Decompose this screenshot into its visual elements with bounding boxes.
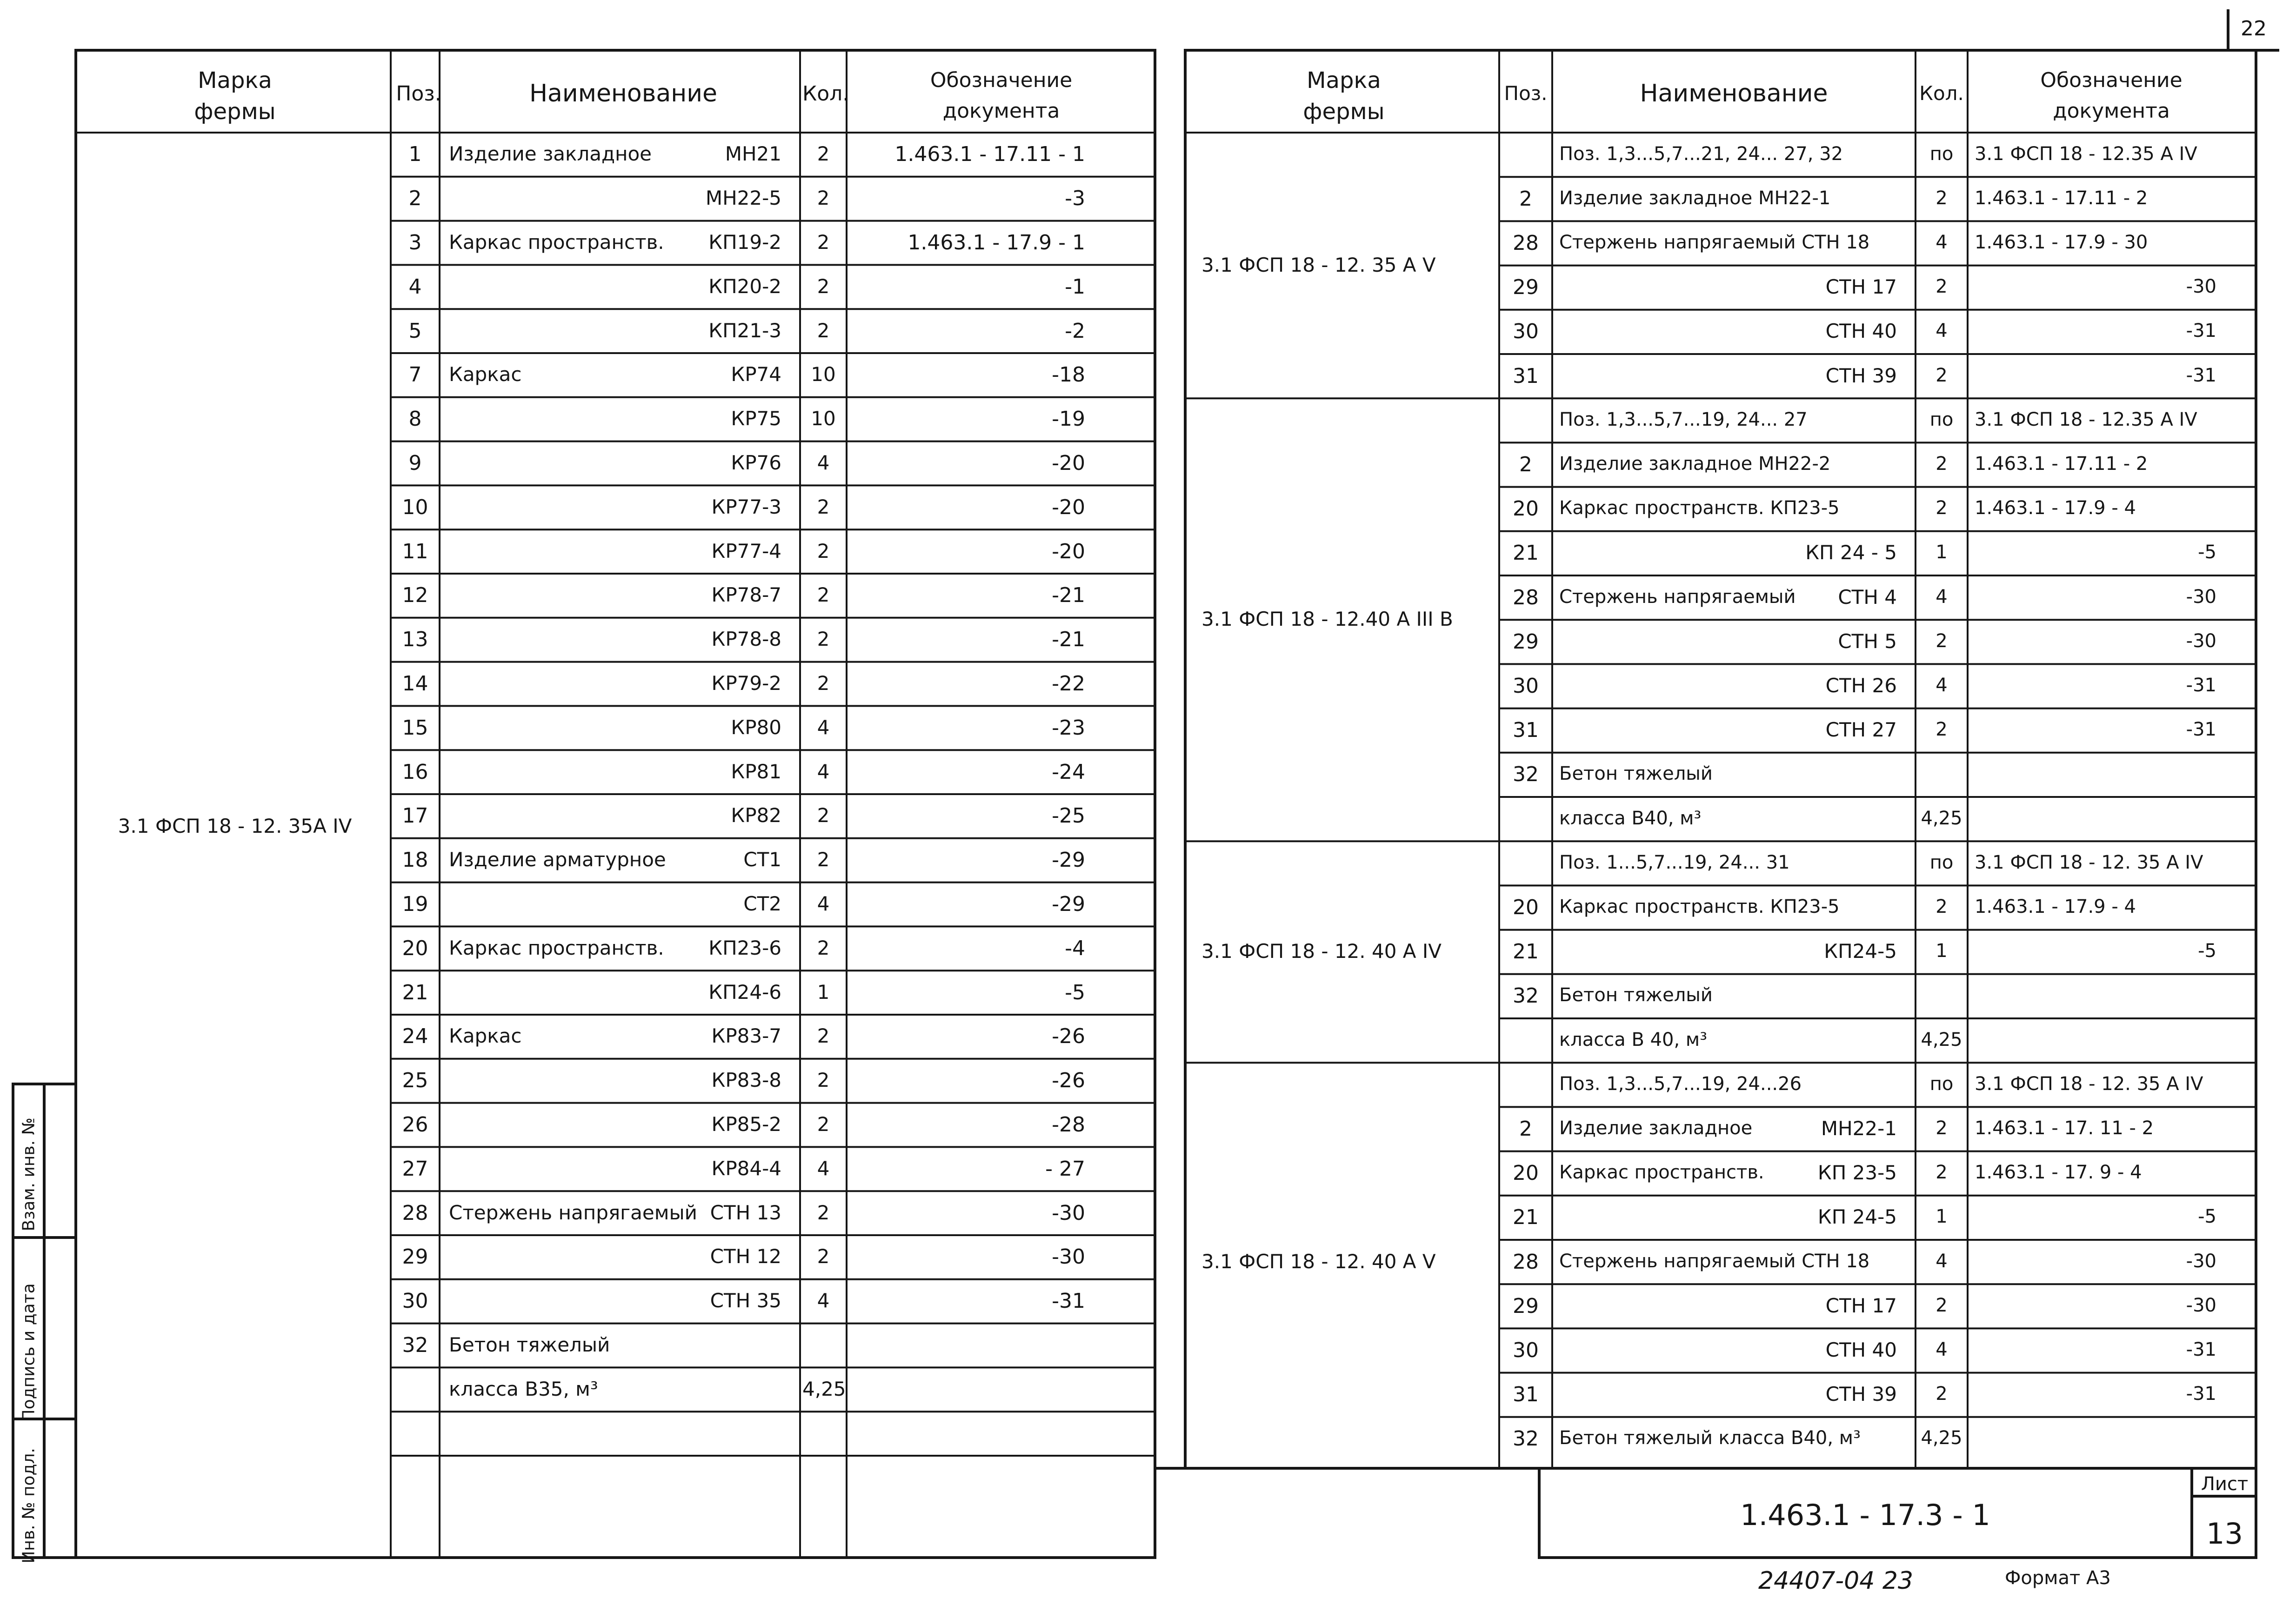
right-row-code: КП 24 - 5 (1805, 541, 1897, 564)
right-header-qty: Кол. (1919, 82, 1964, 105)
right-row-pos: 30 (1513, 320, 1539, 344)
left-row-pos: 11 (402, 539, 428, 563)
right-row-qty: 4,25 (1921, 1427, 1962, 1449)
left-row-qty: 2 (817, 1201, 830, 1224)
left-row-pos: 19 (402, 892, 428, 916)
right-row-pos: 28 (1513, 585, 1539, 609)
left-row-pos: 10 (402, 495, 428, 519)
right-row-pos: 32 (1513, 984, 1539, 1008)
right-row-pos: 2 (1519, 187, 1532, 211)
left-row-qty: 2 (817, 1113, 830, 1136)
corner-page-number: 22 (2241, 17, 2267, 40)
right-row-doc: -30 (2186, 1250, 2216, 1272)
right-truss-mark: 3.1 ФСП 18 - 12. 35 А V (1201, 253, 1436, 276)
left-row-pos: 25 (402, 1069, 428, 1093)
right-row-pos: 2 (1519, 453, 1532, 476)
right-row-code: СТН 26 (1825, 674, 1897, 697)
right-row-name: Бетон тяжелый класса В40, м³ (1559, 1427, 1861, 1449)
right-row-doc: 3.1 ФСП 18 - 12.35 А IV (1975, 408, 2197, 430)
left-row-name: Бетон тяжелый (449, 1333, 610, 1356)
left-row-pos: 7 (408, 363, 422, 387)
right-truss-mark: 3.1 ФСП 18 - 12. 40 А IV (1201, 940, 1442, 963)
sheet-format: Формат А3 (2005, 1567, 2111, 1589)
left-row-qty: 2 (817, 495, 830, 518)
right-row-doc: 1.463.1 - 17. 11 - 2 (1975, 1117, 2154, 1139)
right-row-doc: 1.463.1 - 17.11 - 2 (1975, 453, 2148, 475)
left-row-doc: -29 (1052, 892, 1085, 916)
left-row-doc: -24 (1052, 760, 1085, 784)
right-header-pos: Поз. (1504, 82, 1548, 105)
right-row-doc: 1.463.1 - 17.9 - 30 (1975, 232, 2148, 253)
left-row-name: Каркас (449, 1024, 522, 1048)
right-row-code: КП 24-5 (1817, 1205, 1897, 1229)
right-row-pos: 32 (1513, 1427, 1539, 1451)
left-row-code: КР85-2 (711, 1113, 781, 1136)
left-row-name: Каркас пространств. (449, 936, 664, 959)
left-row-doc: -29 (1052, 848, 1085, 872)
right-row-pos: 32 (1513, 763, 1539, 787)
right-row-code: СТН 39 (1825, 364, 1897, 387)
left-row-qty: 2 (817, 1245, 830, 1268)
right-row-code: КП 23-5 (1817, 1161, 1897, 1184)
left-row-doc: 1.463.1 - 17.9 - 1 (908, 231, 1085, 254)
left-row-doc: -26 (1052, 1069, 1085, 1093)
left-row-doc: -30 (1052, 1245, 1085, 1269)
right-row-qty: 4,25 (1921, 1029, 1962, 1050)
right-row-qty: 2 (1936, 1383, 1948, 1405)
left-row-qty: 2 (817, 804, 830, 827)
left-header-name: Наименование (529, 80, 718, 107)
right-row-pos: 29 (1513, 275, 1539, 300)
left-row-code: КП20-2 (708, 274, 781, 298)
left-row-code: КР79-2 (711, 672, 781, 695)
right-row-pos: 29 (1513, 629, 1539, 654)
right-row-pos: 20 (1513, 497, 1539, 521)
left-row-qty: 2 (817, 1024, 830, 1048)
left-row-qty: 2 (817, 848, 830, 871)
left-header-pos: Поз. (396, 82, 441, 106)
right-row-qty: 2 (1936, 497, 1948, 519)
right-header-name: Наименование (1640, 80, 1828, 107)
right-row-pos: 21 (1513, 940, 1539, 964)
right-header-doc: Обозначение документа (2040, 68, 2183, 123)
right-row-name: Стержень напрягаемый СТН 18 (1559, 1250, 1870, 1272)
right-row-qty: 2 (1936, 453, 1948, 475)
left-row-doc: -26 (1052, 1024, 1085, 1049)
right-row-qty: 2 (1936, 630, 1948, 652)
left-row-name: Стержень напрягаемый (449, 1201, 697, 1224)
left-row-qty: 10 (811, 407, 836, 430)
left-row-code: КП19-2 (708, 231, 781, 254)
right-row-pos: 21 (1513, 1205, 1539, 1230)
right-row-pos: 30 (1513, 674, 1539, 698)
right-row-qty: 4 (1936, 675, 1948, 696)
left-row-pos: 2 (408, 187, 422, 211)
left-row-qty: 2 (817, 1069, 830, 1092)
right-row-doc: -30 (2186, 630, 2216, 652)
left-row-doc: -19 (1052, 407, 1085, 431)
left-row-code: СТН 35 (710, 1289, 781, 1312)
right-row-name: Изделие закладное (1559, 1117, 1753, 1139)
left-row-pos: 12 (402, 583, 428, 608)
left-row-doc: -30 (1052, 1201, 1085, 1225)
right-row-name: Каркас пространств. КП23-5 (1559, 896, 1840, 917)
left-row-pos: 4 (408, 274, 422, 299)
right-row-doc: -31 (2186, 1383, 2216, 1405)
left-row-code: КР81 (731, 760, 781, 783)
right-row-name: Изделие закладное МН22-2 (1559, 453, 1831, 475)
right-row-qty: по (1929, 1073, 1954, 1095)
left-row-doc: -18 (1052, 363, 1085, 387)
right-row-name: Бетон тяжелый (1559, 984, 1713, 1006)
left-row-code: КР84-4 (711, 1157, 781, 1180)
left-row-pos: 3 (408, 231, 422, 254)
right-row-name: класса В 40, м³ (1559, 1029, 1708, 1050)
left-row-pos: 5 (408, 319, 422, 343)
left-row-doc: -21 (1052, 628, 1085, 652)
document-designation: 1.463.1 - 17.3 - 1 (1740, 1498, 1990, 1532)
left-row-qty: 2 (817, 628, 830, 651)
left-row-code: КР74 (731, 363, 781, 386)
left-row-doc: -20 (1052, 495, 1085, 519)
right-row-doc: -31 (2186, 364, 2216, 386)
right-row-qty: 4 (1936, 1250, 1948, 1272)
left-row-pos: 29 (402, 1245, 428, 1269)
right-row-code: СТН 27 (1825, 718, 1897, 742)
left-row-pos: 30 (402, 1289, 428, 1313)
right-row-doc: 3.1 ФСП 18 - 12. 35 А IV (1975, 851, 2203, 873)
right-row-qty: по (1929, 143, 1954, 165)
right-row-doc: 1.463.1 - 17. 9 - 4 (1975, 1162, 2142, 1184)
right-row-pos: 21 (1513, 541, 1539, 565)
left-row-name: Каркас пространств. (449, 231, 664, 254)
left-row-code: КП21-3 (708, 319, 781, 342)
left-row-qty: 2 (817, 319, 830, 342)
left-row-doc: -23 (1052, 716, 1085, 740)
stamp-replace-inv: Взам. инв. № (19, 1117, 39, 1231)
left-row-pos: 1 (408, 142, 422, 167)
right-row-qty: 2 (1936, 719, 1948, 741)
right-row-name: Стержень напрягаемый (1559, 586, 1796, 608)
right-row-qty: 2 (1936, 276, 1948, 298)
left-row-qty: 4 (817, 716, 830, 739)
right-row-doc: -30 (2186, 586, 2216, 608)
right-row-pos: 31 (1513, 364, 1539, 388)
left-row-pos: 18 (402, 848, 428, 872)
left-row-doc: -2 (1065, 319, 1085, 343)
left-row-doc: -5 (1065, 980, 1085, 1004)
right-row-qty: 1 (1936, 940, 1948, 962)
right-row-code: СТН 17 (1825, 275, 1897, 299)
right-row-qty: 1 (1936, 542, 1948, 563)
right-row-pos: 28 (1513, 1250, 1539, 1274)
left-row-code: КР83-7 (711, 1024, 781, 1048)
right-row-name: Бетон тяжелый (1559, 763, 1713, 785)
right-row-pos: 29 (1513, 1294, 1539, 1318)
right-truss-mark: 3.1 ФСП 18 - 12. 40 А V (1201, 1250, 1436, 1273)
right-row-code: СТН 39 (1825, 1383, 1897, 1406)
left-header-mark: Марка фермы (194, 67, 276, 125)
left-row-code: МН22-5 (705, 187, 781, 210)
right-row-doc: -30 (2186, 276, 2216, 298)
left-row-code: КП24-6 (708, 980, 781, 1004)
right-row-doc: 1.463.1 - 17.9 - 4 (1975, 896, 2136, 917)
left-row-qty: 4 (817, 1289, 830, 1312)
right-row-doc: -5 (2198, 1206, 2216, 1228)
left-row-qty: 2 (817, 672, 830, 695)
right-row-code: СТН 40 (1825, 1338, 1897, 1361)
left-row-qty: 2 (817, 142, 830, 166)
left-row-pos: 15 (402, 716, 428, 740)
left-header-qty: Кол. (802, 82, 849, 106)
right-row-qty: 4 (1936, 320, 1948, 342)
left-row-pos: 26 (402, 1113, 428, 1137)
left-row-name: Изделие арматурное (449, 848, 666, 871)
left-row-qty: 2 (817, 583, 830, 607)
left-row-pos: 14 (402, 672, 428, 696)
left-row-code: КР77-4 (711, 539, 781, 562)
right-row-qty: 2 (1936, 364, 1948, 386)
left-row-pos: 9 (408, 451, 422, 475)
left-row-code: СТ2 (743, 892, 781, 915)
right-row-doc: -31 (2186, 719, 2216, 741)
left-row-qty: 4 (817, 760, 830, 783)
right-row-code: СТН 17 (1825, 1294, 1897, 1317)
left-row-qty: 4,25 (802, 1377, 846, 1400)
right-row-doc: -30 (2186, 1294, 2216, 1316)
right-row-name: Поз. 1,3...5,7...19, 24... 27 (1559, 408, 1808, 430)
left-truss-mark: 3.1 ФСП 18 - 12. 35А IV (118, 815, 352, 837)
right-row-name: Каркас пространств. (1559, 1162, 1764, 1184)
right-row-doc: -5 (2198, 940, 2216, 962)
stamp-sign-date: Подпись и дата (19, 1283, 39, 1422)
right-row-name: Поз. 1...5,7...19, 24... 31 (1559, 851, 1790, 873)
right-row-doc: -31 (2186, 675, 2216, 696)
left-row-qty: 4 (817, 1157, 830, 1180)
left-row-doc: -21 (1052, 583, 1085, 608)
left-row-qty: 4 (817, 451, 830, 474)
right-header-mark: Марка фермы (1303, 67, 1385, 125)
left-row-doc: - 27 (1045, 1157, 1085, 1181)
left-row-code: СТН 12 (710, 1245, 781, 1268)
right-row-doc: 3.1 ФСП 18 - 12.35 А IV (1975, 143, 2197, 165)
left-row-doc: -22 (1052, 672, 1085, 696)
right-row-code: КП24-5 (1824, 940, 1897, 963)
left-row-doc: -4 (1065, 936, 1085, 960)
left-row-doc: -28 (1052, 1113, 1085, 1137)
right-row-qty: 2 (1936, 1162, 1948, 1184)
left-row-pos: 32 (402, 1333, 428, 1357)
left-row-pos: 16 (402, 760, 428, 784)
left-row-doc: -3 (1065, 187, 1085, 211)
left-row-doc: -25 (1052, 804, 1085, 828)
right-row-name: Поз. 1,3...5,7...19, 24...26 (1559, 1073, 1802, 1095)
left-row-pos: 13 (402, 628, 428, 652)
right-row-doc: 3.1 ФСП 18 - 12. 35 А IV (1975, 1073, 2203, 1095)
left-row-pos: 8 (408, 407, 422, 431)
left-row-code: СТН 13 (710, 1201, 781, 1224)
left-row-pos: 21 (402, 980, 428, 1004)
right-row-qty: 4 (1936, 1339, 1948, 1360)
left-row-code: СТ1 (743, 848, 781, 871)
right-row-qty: 2 (1936, 1117, 1948, 1139)
right-row-name: Изделие закладное МН22-1 (1559, 187, 1831, 209)
right-truss-mark: 3.1 ФСП 18 - 12.40 А III В (1201, 608, 1453, 631)
right-row-pos: 2 (1519, 1117, 1532, 1141)
left-row-qty: 1 (817, 980, 830, 1004)
left-row-code: КП23-6 (708, 936, 781, 959)
left-header-doc: Обозначение документа (930, 68, 1073, 123)
left-row-qty: 2 (817, 187, 830, 210)
right-row-doc: 1.463.1 - 17.11 - 2 (1975, 187, 2148, 209)
left-row-code: КР80 (731, 716, 781, 739)
left-row-doc: -20 (1052, 451, 1085, 475)
right-row-qty: 1 (1936, 1206, 1948, 1228)
right-row-pos: 20 (1513, 1161, 1539, 1185)
right-row-code: СТН 40 (1825, 320, 1897, 343)
right-row-name: Поз. 1,3...5,7...21, 24... 27, 32 (1559, 143, 1843, 165)
right-row-name: Стержень напрягаемый СТН 18 (1559, 232, 1870, 253)
left-row-code: КР75 (731, 407, 781, 430)
right-row-doc: -31 (2186, 1339, 2216, 1360)
left-row-qty: 2 (817, 936, 830, 959)
left-row-pos: 20 (402, 936, 428, 960)
right-row-code: МН22-1 (1821, 1117, 1897, 1140)
right-row-qty: 2 (1936, 896, 1948, 917)
archive-number: 24407-04 23 (1758, 1567, 1914, 1595)
right-row-pos: 28 (1513, 231, 1539, 255)
right-row-doc: -31 (2186, 320, 2216, 342)
left-row-code: КР76 (731, 451, 781, 474)
right-row-doc: -5 (2198, 542, 2216, 563)
left-row-qty: 10 (811, 363, 836, 386)
left-row-qty: 2 (817, 231, 830, 254)
right-row-qty: 2 (1936, 1294, 1948, 1316)
right-row-name: класса В40, м³ (1559, 807, 1702, 829)
right-row-doc: 1.463.1 - 17.9 - 4 (1975, 497, 2136, 519)
left-row-code: КР78-8 (711, 628, 781, 651)
right-row-qty: 4 (1936, 586, 1948, 608)
left-row-pos: 28 (402, 1201, 428, 1225)
left-row-doc: 1.463.1 - 17.11 - 1 (894, 142, 1085, 167)
left-row-name: класса В35, м³ (449, 1377, 598, 1400)
right-row-qty: 4,25 (1921, 807, 1962, 829)
left-row-name: Каркас (449, 363, 522, 386)
right-row-qty: по (1929, 408, 1954, 430)
right-row-code: СТН 4 (1838, 585, 1897, 609)
left-row-doc: -20 (1052, 539, 1085, 563)
left-row-pos: 17 (402, 804, 428, 828)
right-row-name: Каркас пространств. КП23-5 (1559, 497, 1840, 519)
left-row-qty: 4 (817, 892, 830, 915)
right-row-pos: 20 (1513, 896, 1539, 919)
right-row-qty: по (1929, 851, 1954, 873)
left-row-doc: -1 (1065, 274, 1085, 299)
left-row-code: МН21 (725, 142, 781, 166)
sheet-label: Лист (2201, 1473, 2249, 1495)
left-row-code: КР78-7 (711, 583, 781, 607)
left-row-doc: -31 (1052, 1289, 1085, 1313)
right-row-code: СТН 5 (1838, 629, 1897, 653)
right-row-qty: 4 (1936, 232, 1948, 253)
sheet-number: 13 (2206, 1517, 2243, 1551)
right-row-pos: 30 (1513, 1338, 1539, 1362)
right-row-qty: 2 (1936, 187, 1948, 209)
stamp-inv-original: Инв. № подл. (19, 1448, 39, 1564)
left-row-qty: 2 (817, 539, 830, 562)
left-row-qty: 2 (817, 274, 830, 298)
left-row-code: КР83-8 (711, 1069, 781, 1092)
right-row-pos: 31 (1513, 718, 1539, 743)
left-row-pos: 27 (402, 1157, 428, 1181)
right-row-pos: 31 (1513, 1383, 1539, 1407)
left-row-name: Изделие закладное (449, 142, 652, 166)
left-row-code: КР77-3 (711, 495, 781, 518)
left-row-pos: 24 (402, 1024, 428, 1049)
left-row-code: КР82 (731, 804, 781, 827)
